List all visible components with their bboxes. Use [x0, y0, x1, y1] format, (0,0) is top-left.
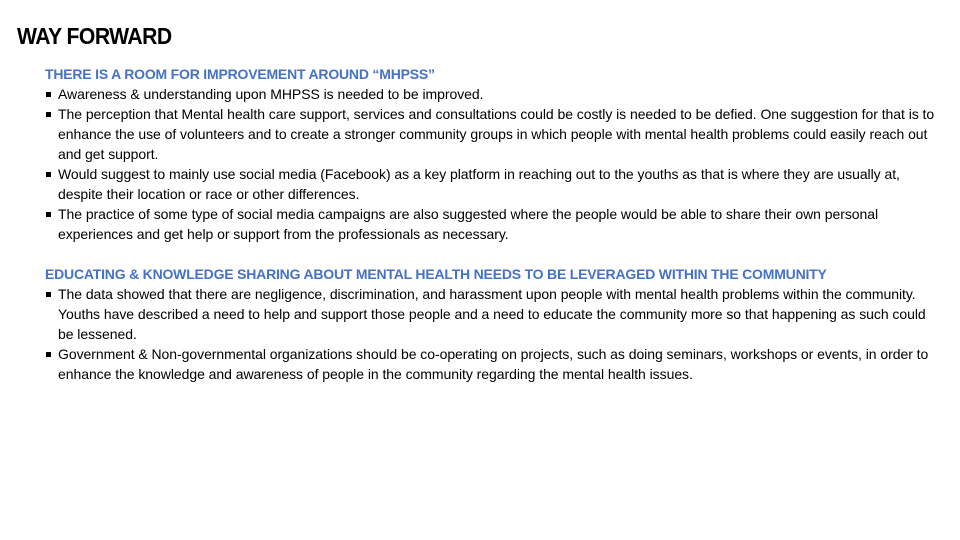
- slide-content: [45, 64, 935, 384]
- section-heading: EDUCATING & KNOWLEDGE SHARING ABOUT MENTAL HEALTH NEEDS TO BE LEVERAGED WITHIN THE COMMUNITY: [45, 266, 827, 282]
- section-mhpss-improvement: [45, 64, 935, 244]
- square-bullet-icon: [46, 112, 51, 117]
- section-knowledge-sharing: [45, 264, 935, 384]
- bullet-item: [45, 284, 935, 344]
- bullet-text: Government & Non-governmental organizations should be co-operating on projects, such as doing seminars, workshops or events, in order to enhance the knowledge and awareness of people in the community regarding the mental health issues.: [58, 346, 929, 382]
- bullet-item: [45, 204, 935, 244]
- square-bullet-icon: [46, 172, 51, 177]
- bullet-item: [45, 84, 935, 104]
- slide-title: WAY FORWARD: [17, 23, 172, 49]
- bullet-text: The perception that Mental health care support, services and consultations could be costly is needed to be defied. One suggestion for that is to enhance the use of volunteers and to create a stronger community groups in which people with mental health problems could easily reach out and get support.: [58, 106, 935, 162]
- square-bullet-icon: [46, 212, 51, 217]
- bullet-list: [45, 84, 935, 244]
- square-bullet-icon: [46, 352, 51, 357]
- section-heading: THERE IS A ROOM FOR IMPROVEMENT AROUND “MHPSS”: [45, 66, 435, 82]
- bullet-text: Would suggest to mainly use social media (Facebook) as a key platform in reaching out to the youths as that is where they are usually at, despite their location or race or other differences.: [58, 166, 900, 202]
- bullet-item: [45, 164, 935, 204]
- bullet-list: [45, 284, 935, 384]
- bullet-item: [45, 344, 935, 384]
- bullet-item: [45, 104, 935, 164]
- square-bullet-icon: [46, 292, 51, 297]
- bullet-text: The data showed that there are negligence, discrimination, and harassment upon people with mental health problems within the community. Youths have described a need to help and support those people and a need to educate the community more so that happening as such could be lessened.: [58, 286, 926, 342]
- square-bullet-icon: [46, 92, 51, 97]
- bullet-text: Awareness & understanding upon MHPSS is needed to be improved.: [58, 86, 484, 102]
- bullet-text: The practice of some type of social media campaigns are also suggested where the people would be able to share their own personal experiences and get help or support from the professionals as necessary.: [58, 206, 879, 242]
